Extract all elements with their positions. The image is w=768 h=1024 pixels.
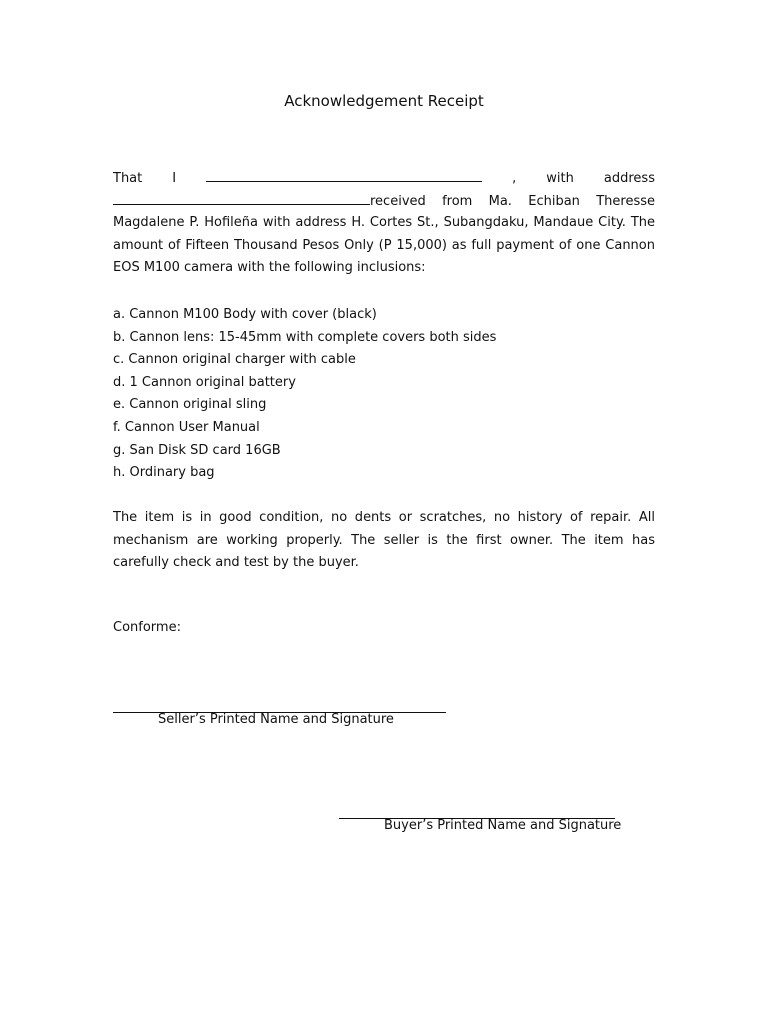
buyer-signature-label: Buyer’s Printed Name and Signature [384, 818, 622, 833]
list-item: d. 1 Cannon original battery [113, 374, 296, 390]
seller-signature-label: Seller’s Printed Name and Signature [158, 712, 394, 727]
seller-address-blank [113, 190, 370, 205]
intro-line-2 [113, 190, 655, 213]
intro-word-echiban: Echiban [528, 193, 580, 209]
list-item: a. Cannon M100 Body with cover (black) [113, 307, 377, 322]
intro-rest: Magdalene P. Hofileña with address H. Cortes St., Subangdaku, Mandaue City. The amount of Fifteen Thousand Pesos Only (P 15,000) as full payment of one Cannon EOS M100 camera with the following inclusions: [113, 215, 655, 276]
intro-word-theresse: Theresse [596, 193, 655, 209]
intro-comma: , [512, 171, 517, 186]
intro-line-1 [113, 167, 655, 190]
list-item: e. Cannon original sling [113, 397, 267, 413]
list-item: f. Cannon User Manual [113, 419, 260, 435]
list-item: b. Cannon lens: 15-45mm with complete covers both sides [113, 329, 497, 345]
intro-word-address: address [603, 171, 655, 186]
intro-word-ma: Ma. [488, 193, 512, 209]
intro-paragraph [113, 167, 655, 280]
list-item: h. Ordinary bag [113, 465, 215, 481]
intro-word-received: received [370, 193, 426, 209]
document-title: Acknowledgement Receipt [284, 92, 484, 110]
intro-word-with: with [546, 171, 574, 186]
intro-word-i: I [172, 171, 177, 186]
list-item: c. Cannon original charger with cable [113, 352, 356, 368]
list-item: g. San Disk SD card 16GB [113, 442, 281, 458]
seller-name-blank [206, 167, 482, 182]
intro-word-that: That [113, 171, 143, 186]
condition-paragraph: The item is in good condition, no dents or scratches, no history of repair. All mechanism are working properly. The seller is the first owner. The item has carefully check and test by the buyer. [113, 510, 655, 571]
conforme-label: Conforme: [113, 620, 181, 635]
inclusions-list [113, 304, 496, 485]
intro-word-from: from [442, 193, 473, 209]
